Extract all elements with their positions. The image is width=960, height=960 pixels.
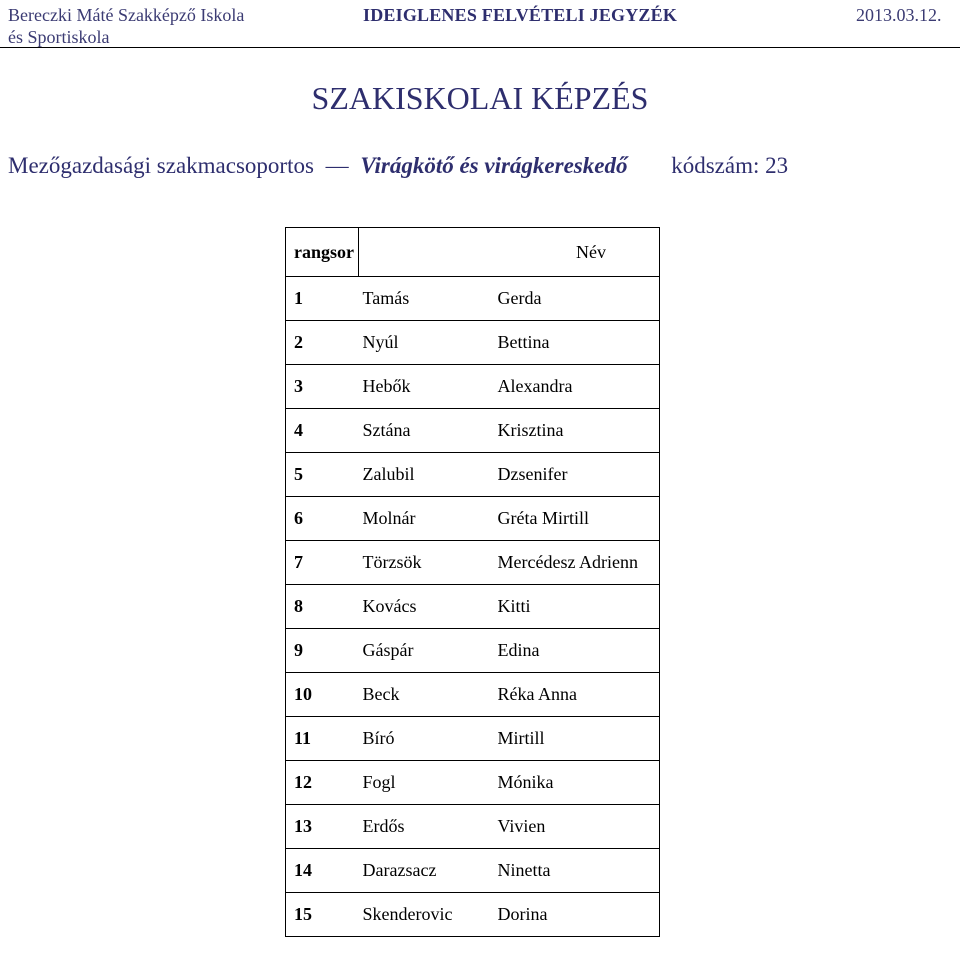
document-title: IDEIGLENES FELVÉTELI JEGYZÉK [363, 5, 678, 25]
last-name-cell: Nyúl [359, 321, 496, 365]
table-row [286, 893, 660, 937]
first-name-cell: Mirtill [496, 717, 660, 761]
rank-cell: 8 [286, 585, 359, 629]
specialty-code: kódszám: 23 [671, 153, 789, 178]
last-name-cell: Tamás [359, 277, 496, 321]
first-name-cell: Gréta Mirtill [496, 497, 660, 541]
first-name-cell: Alexandra [496, 365, 660, 409]
table-row [286, 541, 660, 585]
rank-cell: 14 [286, 849, 359, 893]
rank-cell: 1 [286, 277, 359, 321]
table-row [286, 805, 660, 849]
last-name-cell: Törzsök [359, 541, 496, 585]
last-name-cell: Hebők [359, 365, 496, 409]
last-name-cell: Bíró [359, 717, 496, 761]
school-name-line1: Bereczki Máté Szakképző Iskola [8, 5, 245, 25]
last-name-cell: Gáspár [359, 629, 496, 673]
first-name-cell: Gerda [496, 277, 660, 321]
last-name-cell: Zalubil [359, 453, 496, 497]
first-name-cell: Ninetta [496, 849, 660, 893]
last-name-cell: Fogl [359, 761, 496, 805]
table-row [286, 673, 660, 717]
last-name-cell: Erdős [359, 805, 496, 849]
first-name-cell: Krisztina [496, 409, 660, 453]
table-row [286, 277, 660, 321]
first-name-cell: Kitti [496, 585, 660, 629]
column-header-name: Név [359, 228, 660, 277]
table-header-row [286, 228, 660, 277]
table-row [286, 585, 660, 629]
table-row [286, 321, 660, 365]
first-name-cell: Mónika [496, 761, 660, 805]
table-row [286, 761, 660, 805]
first-name-cell: Dorina [496, 893, 660, 937]
page-header [0, 0, 960, 48]
first-name-cell: Bettina [496, 321, 660, 365]
table-row [286, 849, 660, 893]
first-name-cell: Edina [496, 629, 660, 673]
first-name-cell: Dzsenifer [496, 453, 660, 497]
column-header-rank: rangsor [286, 228, 359, 277]
rank-cell: 5 [286, 453, 359, 497]
school-name [8, 4, 244, 48]
table-row [286, 717, 660, 761]
rank-cell: 3 [286, 365, 359, 409]
specialty-name: Virágkötő és virágkereskedő [360, 153, 628, 178]
ranking-table [285, 227, 660, 937]
school-name-line2: és Sportiskola [8, 27, 110, 47]
table-row [286, 409, 660, 453]
last-name-cell: Sztána [359, 409, 496, 453]
first-name-cell: Réka Anna [496, 673, 660, 717]
rank-cell: 2 [286, 321, 359, 365]
table-row [286, 629, 660, 673]
table-row [286, 453, 660, 497]
rank-cell: 10 [286, 673, 359, 717]
training-subtitle [8, 151, 788, 181]
table-body [286, 277, 660, 937]
rank-cell: 7 [286, 541, 359, 585]
subtitle-dash: — [325, 153, 349, 178]
last-name-cell: Beck [359, 673, 496, 717]
rank-cell: 12 [286, 761, 359, 805]
rank-cell: 6 [286, 497, 359, 541]
last-name-cell: Darazsacz [359, 849, 496, 893]
rank-cell: 13 [286, 805, 359, 849]
rank-cell: 15 [286, 893, 359, 937]
subject-group: Mezőgazdasági szakmacsoportos [8, 153, 314, 178]
table-row [286, 497, 660, 541]
rank-cell: 4 [286, 409, 359, 453]
document-date: 2013.03.12. [856, 5, 942, 25]
first-name-cell: Mercédesz Adrienn [496, 541, 660, 585]
first-name-cell: Vivien [496, 805, 660, 849]
page-title: SZAKISKOLAI KÉPZÉS [311, 80, 649, 116]
rank-cell: 11 [286, 717, 359, 761]
last-name-cell: Kovács [359, 585, 496, 629]
last-name-cell: Skenderovic [359, 893, 496, 937]
last-name-cell: Molnár [359, 497, 496, 541]
rank-cell: 9 [286, 629, 359, 673]
table-row [286, 365, 660, 409]
